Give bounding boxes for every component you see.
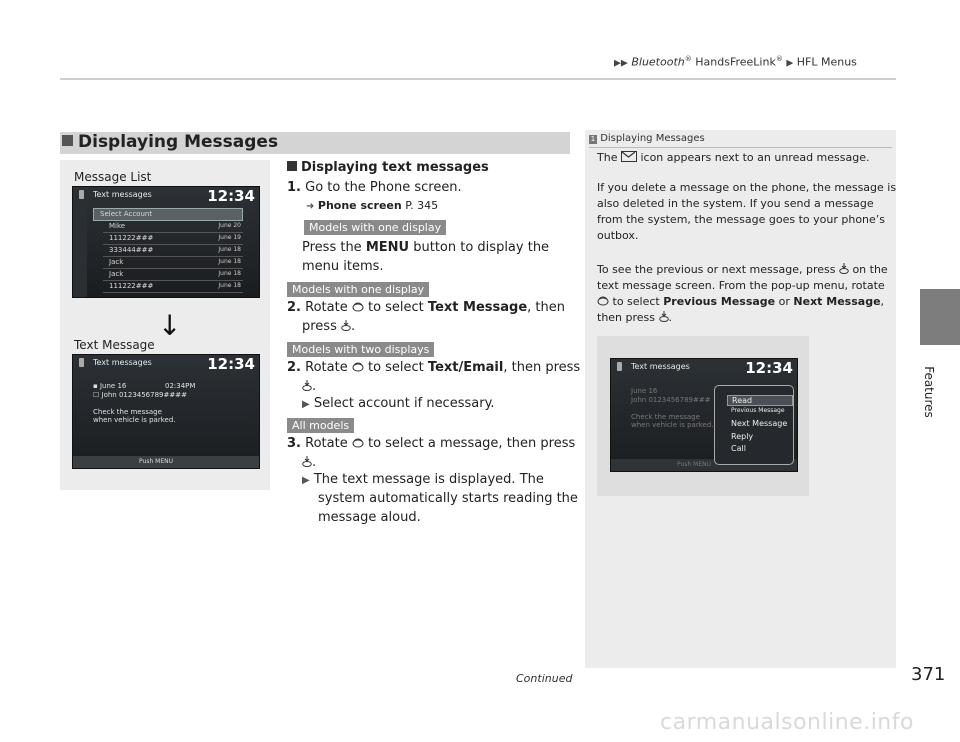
breadcrumb-arrow-icon: ▶▶	[614, 58, 628, 69]
screen-header	[611, 359, 797, 375]
note-number-icon: 1	[590, 135, 596, 143]
screen-clock: 12:34	[207, 355, 255, 373]
interface-dial-icon	[352, 361, 364, 372]
section-title	[62, 132, 278, 152]
list-item: Jack June 18	[103, 257, 243, 269]
sub-step-arrow-icon: ▶	[302, 475, 310, 486]
message-body-line: Check the message	[93, 408, 162, 416]
breadcrumb-menus: HFL Menus	[796, 55, 857, 69]
list-item: Select Account	[93, 208, 243, 221]
menu-item-call: Call	[731, 444, 746, 453]
message-body-line: when vehicle is parked.	[93, 416, 176, 424]
sub-step-arrow-icon: ▶	[302, 399, 310, 410]
envelope-icon	[621, 151, 637, 162]
screen-footer: Push MENU	[73, 456, 259, 468]
page-number: 371	[911, 664, 946, 685]
background-body: when vehicle is parked.	[631, 421, 714, 429]
interface-dial-icon	[597, 295, 609, 306]
step-2b-sub: ▶ Select account if necessary.	[302, 396, 495, 411]
list-item: Jack June 18	[103, 269, 243, 281]
message-date: ▪ June 16	[93, 382, 127, 390]
step-3-line2: .	[302, 455, 316, 470]
step-1: 1. Go to the Phone screen.	[287, 180, 462, 195]
breadcrumb-hfl: HandsFreeLink	[691, 55, 776, 69]
list-item: Mike June 20	[103, 221, 243, 233]
badge-one-display: Models with one display	[287, 282, 429, 297]
text-message-screen	[72, 354, 260, 469]
note-paragraph-2: If you delete a message on the phone, the message is also deleted in the system. If you send a message from the system, the message goes to your phone’s outbox.	[597, 181, 897, 242]
step-3-line1: 3. Rotate to select a message, then press	[287, 436, 576, 451]
background-date: June 16	[631, 387, 658, 395]
note-paragraph-3: To see the previous or next message, press on the text message screen. From the pop-up menu, rotate to select Previous Message or Next Message, then press .	[597, 263, 888, 324]
reference-arrow-icon: ➜	[306, 201, 315, 212]
step-2b-line2: .	[302, 379, 316, 394]
screen-title: Text messages	[631, 362, 690, 371]
push-dial-icon	[302, 456, 312, 467]
press-menu-line2: menu items.	[302, 259, 384, 274]
screen-side-bar	[73, 203, 87, 297]
continued-label: Continued	[516, 672, 573, 685]
chapter-tab	[920, 289, 960, 345]
caption-message-list: Message List	[74, 170, 152, 184]
lock-icon	[79, 358, 84, 367]
breadcrumb-bluetooth: Bluetooth	[631, 55, 685, 69]
screen-header	[73, 355, 259, 371]
push-dial-icon	[659, 311, 669, 322]
arrow-down-icon: ↓	[158, 309, 182, 342]
step-2a-line2: press .	[302, 319, 356, 334]
breadcrumb-arrow-icon: ▶	[786, 58, 794, 69]
interface-dial-icon	[352, 437, 364, 448]
cross-reference: ➜ Phone screen P. 345	[306, 199, 439, 212]
chapter-label	[918, 352, 940, 432]
interface-dial-icon	[352, 301, 364, 312]
screen-footer: Push MENU	[611, 459, 797, 471]
screen-clock: 12:34	[745, 359, 793, 377]
watermark: carmanualsonline.info	[660, 710, 914, 735]
list-item: 333444### June 18	[103, 245, 243, 257]
step-2b-line1: 2. Rotate to select Text/Email, then press	[287, 360, 581, 375]
push-dial-icon	[302, 380, 312, 391]
note-rule	[589, 147, 892, 148]
menu-item-previous: Previous Message	[731, 407, 785, 414]
screen-title: Text messages	[93, 190, 152, 199]
section-square-icon	[62, 135, 73, 146]
menu-item-reply: Reply	[731, 432, 754, 441]
step-3-sub-line1: ▶ The text message is displayed. The	[302, 472, 544, 487]
screen-clock: 12:34	[207, 187, 255, 205]
reg-mark: ®	[684, 55, 692, 63]
push-dial-icon	[341, 320, 351, 331]
step-3-sub-line3: message aloud.	[318, 510, 421, 525]
chapter-label-text: Features	[922, 366, 936, 418]
list-item: 111222### June 18	[103, 281, 243, 293]
screen-title: Text messages	[93, 358, 152, 367]
background-body: Check the message	[631, 413, 700, 421]
breadcrumb	[614, 55, 857, 69]
press-menu-line1: Press the MENU button to display the	[302, 240, 550, 255]
push-dial-icon	[839, 263, 849, 274]
header-rule	[60, 78, 896, 80]
message-list-screen	[72, 186, 260, 298]
background-sender: John 0123456789###	[631, 396, 711, 404]
step-3-sub-line2: system automatically starts reading the	[318, 491, 578, 506]
popup-menu-screen	[610, 358, 798, 472]
list-item: 111222### June 19	[103, 233, 243, 245]
lock-icon	[617, 362, 622, 371]
section-title-text: Displaying Messages	[78, 132, 279, 152]
note-paragraph-1: The icon appears next to an unread message.	[597, 151, 870, 164]
lock-icon	[79, 190, 84, 199]
caption-text-message: Text Message	[74, 338, 155, 352]
message-sender: ☐ John 0123456789####	[93, 391, 187, 399]
screen-header	[73, 187, 259, 203]
note-heading: 1 Displaying Messages	[590, 133, 705, 144]
badge-all-models: All models	[287, 418, 354, 433]
menu-item-read: Read	[727, 395, 793, 406]
badge-two-displays: Models with two displays	[287, 342, 434, 357]
badge-one-display: Models with one display	[304, 220, 446, 235]
step-2a-line1: 2. Rotate to select Text Message, then	[287, 300, 565, 315]
subheading-square-icon	[287, 161, 297, 171]
menu-item-next: Next Message	[731, 419, 788, 428]
subheading: Displaying text messages	[287, 160, 489, 175]
reg-mark-2: ®	[775, 55, 783, 63]
message-time: 02:34PM	[165, 382, 196, 390]
